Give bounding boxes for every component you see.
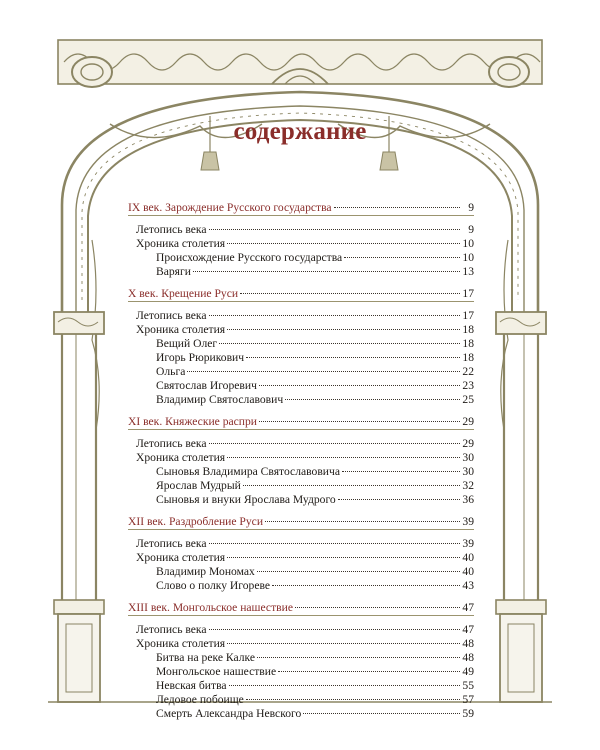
toc-entry-title: Летопись века <box>136 223 207 236</box>
toc-entry-title: Варяги <box>156 265 191 278</box>
left-plinth <box>58 614 100 702</box>
toc-entry-page: 39 <box>462 537 474 550</box>
toc-section-header <box>128 196 474 216</box>
toc-entry-page: 25 <box>462 393 474 406</box>
dot-leader <box>227 315 460 330</box>
toc-entry-page: 18 <box>462 337 474 350</box>
table-of-contents <box>128 196 474 724</box>
toc-entry-title: Летопись века <box>136 309 207 322</box>
toc-entry-title: Сыновья Владимира Святославовича <box>156 465 340 478</box>
toc-entry-page: 57 <box>462 693 474 706</box>
dot-leader <box>257 557 460 572</box>
toc-section-header <box>128 596 474 616</box>
toc-section <box>128 282 474 406</box>
dot-leader <box>272 571 460 586</box>
toc-section <box>128 410 474 506</box>
toc-section-header <box>128 510 474 530</box>
dot-leader <box>209 215 460 230</box>
left-plinth-top <box>54 600 104 614</box>
right-plinth-top <box>496 600 546 614</box>
toc-entry-page: 48 <box>462 651 474 664</box>
toc-section-page: 29 <box>462 415 474 428</box>
toc-entry-title: Летопись века <box>136 437 207 450</box>
dot-leader <box>219 329 460 344</box>
toc-entry-title: Хроника столетия <box>136 323 226 336</box>
toc-entry-title: Святослав Игоревич <box>156 379 257 392</box>
dot-leader <box>259 407 460 422</box>
toc-section-header <box>128 282 474 302</box>
toc-section-page: 39 <box>462 515 474 528</box>
toc-entry-page: 48 <box>462 637 474 650</box>
toc-entry-page: 30 <box>462 465 474 478</box>
toc-entry-title: Ярослав Мудрый <box>156 479 241 492</box>
dot-leader <box>209 301 460 316</box>
toc-section-title: XIII век. Монгольское нашествие <box>128 601 293 614</box>
toc-section-title: XI век. Княжеские распри <box>128 415 257 428</box>
toc-entry-title: Смерть Александра Невского <box>156 707 302 720</box>
toc-section-title: IX век. Зарождение Русского государства <box>128 201 332 214</box>
dot-leader <box>227 543 460 558</box>
toc-section <box>128 510 474 592</box>
toc-section-page: 47 <box>462 601 474 614</box>
toc-entry-title: Летопись века <box>136 623 207 636</box>
right-plinth <box>500 614 542 702</box>
toc-entry-page: 23 <box>462 379 474 392</box>
dot-leader <box>303 699 460 714</box>
toc-row <box>128 282 474 298</box>
toc-entry-title: Сыновья и внуки Ярослава Мудрого <box>156 493 336 506</box>
dot-leader <box>209 615 460 630</box>
toc-entry-page: 43 <box>462 579 474 592</box>
toc-entry-page: 29 <box>462 437 474 450</box>
dot-leader <box>334 193 460 208</box>
toc-entry-page: 40 <box>462 551 474 564</box>
toc-section-page: 9 <box>468 201 474 214</box>
toc-entry-title: Владимир Святославович <box>156 393 284 406</box>
dot-leader <box>209 529 460 544</box>
toc-entry-page: 59 <box>462 707 474 720</box>
toc-entry-title: Ольга <box>156 365 186 378</box>
toc-entry-title: Ледовое побоище <box>156 693 244 706</box>
toc-row <box>128 196 474 212</box>
toc-entry-page: 55 <box>462 679 474 692</box>
toc-entry-page: 9 <box>468 223 474 236</box>
dot-leader <box>285 385 460 400</box>
toc-entry-title: Летопись века <box>136 537 207 550</box>
toc-entry-page: 49 <box>462 665 474 678</box>
toc-entry-title: Слово о полку Игореве <box>156 579 271 592</box>
toc-section-page: 17 <box>462 287 474 300</box>
dot-leader <box>342 457 460 472</box>
dot-leader <box>295 593 460 608</box>
toc-entry-page: 40 <box>462 565 474 578</box>
toc-section-header <box>128 410 474 430</box>
tassel-left <box>201 152 219 170</box>
dot-leader <box>193 257 460 272</box>
toc-section-title: X век. Крещение Руси <box>128 287 239 300</box>
toc-row <box>128 596 474 612</box>
toc-row <box>128 410 474 426</box>
toc-entry-page: 47 <box>462 623 474 636</box>
tassel-right <box>380 152 398 170</box>
dot-leader <box>187 357 460 372</box>
toc-entry-title: Битва на реке Калке <box>156 651 255 664</box>
toc-entry-title: Невская битва <box>156 679 227 692</box>
toc-entry-page: 30 <box>462 451 474 464</box>
toc-entry-page: 10 <box>462 251 474 264</box>
dot-leader <box>246 343 460 358</box>
left-medallion <box>72 57 112 87</box>
page-title: содержание <box>233 118 367 145</box>
toc-entry-title: Монгольское нашествие <box>156 665 277 678</box>
toc-entry-page: 18 <box>462 351 474 364</box>
frieze-band <box>58 40 542 84</box>
dot-leader <box>227 629 460 644</box>
dot-leader <box>227 443 460 458</box>
dot-leader <box>229 671 460 686</box>
toc-section <box>128 596 474 720</box>
dot-leader <box>259 371 460 386</box>
toc-section <box>128 196 474 278</box>
dot-leader <box>246 685 460 700</box>
toc-entry-title: Хроника столетия <box>136 451 226 464</box>
toc-entry-title: Хроника столетия <box>136 551 226 564</box>
dot-leader <box>344 243 460 258</box>
dot-leader <box>243 471 460 486</box>
toc-entry-page: 22 <box>462 365 474 378</box>
toc-row <box>128 510 474 526</box>
toc-entry-page: 13 <box>462 265 474 278</box>
dot-leader <box>338 485 460 500</box>
toc-section-title: XII век. Раздробление Руси <box>128 515 264 528</box>
toc-entry-title: Хроника столетия <box>136 237 226 250</box>
toc-entry-page: 36 <box>462 493 474 506</box>
dot-leader <box>257 643 460 658</box>
toc-entry-page: 17 <box>462 309 474 322</box>
toc-entry-title: Происхождение Русского государства <box>156 251 343 264</box>
dot-leader <box>209 429 460 444</box>
dot-leader <box>265 507 460 522</box>
dot-leader <box>240 279 460 294</box>
toc-entry-title: Игорь Рюрикович <box>156 351 245 364</box>
toc-entry-page: 18 <box>462 323 474 336</box>
dot-leader <box>278 657 460 672</box>
toc-entry-page: 32 <box>462 479 474 492</box>
right-medallion <box>489 57 529 87</box>
toc-entry-title: Владимир Мономах <box>156 565 255 578</box>
toc-entry-title: Хроника столетия <box>136 637 226 650</box>
toc-entry-page: 10 <box>462 237 474 250</box>
toc-entry-title: Вещий Олег <box>156 337 218 350</box>
dot-leader <box>227 229 460 244</box>
